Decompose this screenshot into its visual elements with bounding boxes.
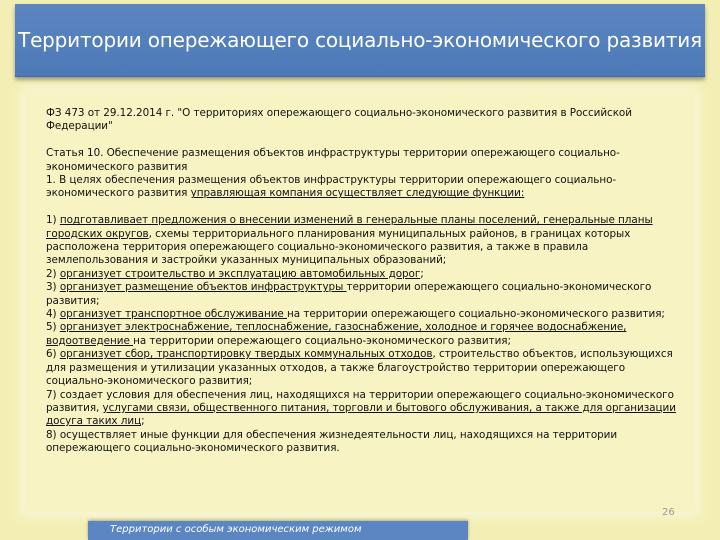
item-3-text: территории опережающего социально-экономического развития; (46, 281, 652, 307)
item-1 (46, 214, 686, 268)
item-4-text: на территории опережающего социально-экономического развития; (287, 308, 665, 321)
item-1-text: , схемы территориального планирования муниципальных районов, в границах которых расположена территория опережающего социально-экономического развития, а также в правила землепользования и застройки указанных муниципальных образований; (46, 227, 631, 267)
item-6-number: 6) (46, 348, 60, 361)
page-title: Территории опережающего социально-экономического развития (18, 28, 702, 52)
article-title: Статья 10. Обеспечение размещения объектов инфраструктуры территории опережающего социально-экономического развития (46, 147, 620, 173)
item-2-underlined: организует строительство и эксплуатацию автомобильных дорог (59, 267, 421, 280)
item-3-number: 3) (46, 281, 60, 294)
item-7 (46, 389, 686, 429)
item-7-text: ; (141, 415, 145, 428)
footer-bar (88, 521, 468, 540)
item-2-text: ; (420, 267, 424, 280)
law-title: ФЗ 473 от 29.12.2014 г. "О территориях опережающего социально-экономического развития в Российской Федерации" (46, 107, 632, 133)
item-2 (46, 268, 686, 281)
item-7-text-start: 7) создает условия для обеспечения лиц, находящихся на территории опережающего социально-экономического развития, (46, 388, 674, 414)
item-6 (46, 348, 686, 388)
clause-1-text: 1. В целях обеспечения размещения объектов инфраструктуры территории опережающего социально-экономического развития (46, 174, 617, 200)
clause-1 (46, 174, 686, 201)
item-6-text: , строительство объектов, использующихся для размещения и утилизации указанных отходов, а также благоустройство территории опережающего социально-экономического развития; (46, 348, 673, 388)
item-5-text: на территории опережающего социально-экономического развития; (133, 334, 511, 347)
item-5 (46, 321, 686, 348)
title-bar (15, 4, 705, 77)
item-1-underlined: подготавливает предложения о внесении изменений в генеральные планы поселений, генеральные планы городских округов (46, 214, 653, 240)
item-2-number: 2) (46, 267, 60, 280)
item-1-number: 1) (46, 214, 60, 227)
item-3-underlined: организует размещение объектов инфраструктуры (59, 281, 347, 294)
law-text (46, 107, 686, 456)
clause-1-underlined: управляющая компания осуществляет следующие функции: (190, 187, 525, 200)
item-3 (46, 281, 686, 308)
item-6-underlined: организует сбор, транспортировку твердых коммунальных отходов (59, 348, 433, 361)
item-4-number: 4) (46, 308, 60, 321)
item-4-underlined: организует транспортное обслуживание (59, 308, 288, 321)
item-5-underlined: организует электроснабжение, теплоснабжение, газоснабжение, холодное и горячее водоснабжение, водоотведение (46, 321, 627, 347)
item-4 (46, 308, 686, 321)
footer-caption: Территории с особым экономическим режимом (110, 524, 362, 535)
page-number: 26 (662, 507, 675, 518)
item-7-underlined: услугами связи, общественного питания, торговли и бытового обслуживания, а также для организации досуга таких лиц (46, 401, 676, 428)
spacer (46, 134, 686, 147)
item-8: 8) осуществляет иные функции для обеспечения жизнедеятельности лиц, находящихся на территории опережающего социально-экономического развития. (46, 428, 618, 455)
item-5-number: 5) (46, 321, 60, 334)
spacer (46, 201, 686, 214)
